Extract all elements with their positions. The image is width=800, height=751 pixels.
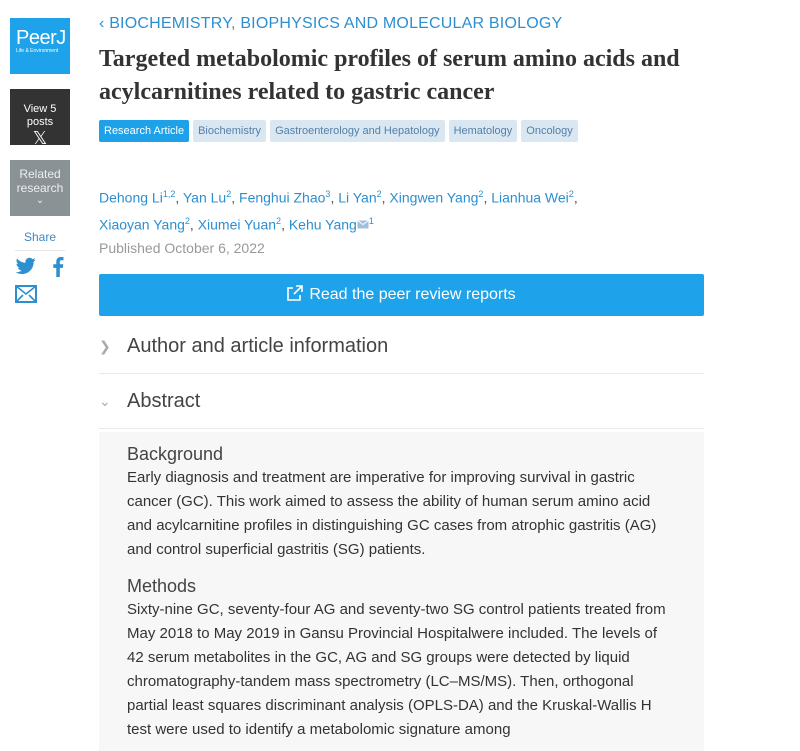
logo-wordmark: PeerJ xyxy=(16,27,66,49)
author-link[interactable]: Dehong Li xyxy=(99,189,163,206)
author-info-toggle[interactable] xyxy=(99,320,704,374)
background-heading: Background xyxy=(127,444,224,464)
tag-oncology[interactable]: Oncology xyxy=(521,120,577,142)
abstract-label: Abstract xyxy=(127,390,201,412)
tag-biochemistry[interactable]: Biochemistry xyxy=(193,120,266,142)
view-posts-button[interactable] xyxy=(10,89,70,148)
author-affiliation: 2 xyxy=(478,189,484,199)
logo-subtitle: Life & Environment xyxy=(16,48,59,54)
left-rail xyxy=(10,18,70,308)
author-affiliation: 2 xyxy=(184,215,190,226)
chevron-right-icon: ❯ xyxy=(99,338,111,354)
author-affiliation: 2 xyxy=(276,215,282,226)
tag-research-article[interactable]: Research Article xyxy=(99,120,189,142)
article-tags xyxy=(99,120,578,142)
chevron-down-icon: ⌄ xyxy=(99,393,111,409)
article-title: Targeted metabolomic profiles of serum amino acids and acylcarnitines related to gastric cancer xyxy=(99,46,680,105)
author-affiliation: 2 xyxy=(376,189,382,199)
subject-label: BIOCHEMISTRY, BIOPHYSICS AND MOLECULAR BIOLOGY xyxy=(109,15,563,32)
methods-heading: Methods xyxy=(127,576,197,596)
author-link[interactable]: Lianhua Wei xyxy=(491,189,569,206)
author-link[interactable]: Kehu Yang xyxy=(288,216,357,233)
author-link[interactable]: Fenghui Zhao xyxy=(239,189,326,206)
read-peer-review-button[interactable] xyxy=(99,274,704,316)
read-peer-review-label: Read the peer review reports xyxy=(309,286,516,303)
tag-gastroenterology[interactable]: Gastroenterology and Hepatology xyxy=(270,120,445,142)
view-posts-label: View 5 posts xyxy=(23,103,57,128)
subject-breadcrumb[interactable]: ‹ BIOCHEMISTRY, BIOPHYSICS AND MOLECULAR BIOLOGY xyxy=(99,15,563,32)
author-info-label: Author and article information xyxy=(127,335,389,357)
author-affiliation: 1,2 xyxy=(162,189,176,199)
twitter-icon[interactable] xyxy=(16,257,36,277)
author-link[interactable]: Xingwen Yang xyxy=(389,189,479,206)
author-affiliation: 2 xyxy=(568,189,574,199)
related-research-label: Related research xyxy=(16,167,64,195)
author-link[interactable]: Xiaoyan Yang xyxy=(99,216,185,233)
author-affiliation: 3 xyxy=(325,189,331,199)
abstract-body xyxy=(99,432,704,751)
published-date: Published October 6, 2022 xyxy=(99,240,265,256)
facebook-icon[interactable] xyxy=(52,257,64,277)
mail-icon[interactable] xyxy=(357,216,369,232)
share-label: Share xyxy=(23,230,57,244)
related-research-button[interactable] xyxy=(10,160,70,216)
author-link[interactable]: Yan Lu xyxy=(182,189,227,206)
peerj-logo[interactable] xyxy=(10,18,70,74)
methods-text: Sixty-nine GC, seventy-four AG and seventy-two SG control patients treated from May 2018 to May 2019 in Gansu Provincial Hospitalwere included. The levels of 42 serum metabolites in the GC, AG and SG groups were detected by liquid chromatography-tandem mass spectrometry (LC–MS/MS). Then, orthogonal partial least squares discriminant analysis (OPLS-DA) and the Kruskal-Wallis H test were used to identify a metabolomic signature among xyxy=(127,601,666,738)
share-icons xyxy=(10,257,70,277)
author-list: Dehong Li$^{1,2}$, Yan Lu$^2$, Fenghui Zhao$^3$, Li Yan$^2$, Xingwen Yang$^2$, Lianhua Wei$^2$, Xiaoyan Yang$^2$, Xiumei Yuan$^2$, Kehu Yang $^1$ xyxy=(99,189,578,233)
abstract-toggle[interactable] xyxy=(99,375,704,429)
share-divider xyxy=(15,250,65,251)
chevron-down-icon: ⌄ xyxy=(35,195,45,206)
author-affiliation: 1 xyxy=(368,215,374,226)
tag-hematology[interactable]: Hematology xyxy=(449,120,518,142)
x-logo-icon: 𝕏 xyxy=(32,128,48,148)
author-link[interactable]: Xiumei Yuan xyxy=(197,216,277,233)
external-link-icon xyxy=(287,285,303,306)
author-link[interactable]: Li Yan xyxy=(338,189,377,206)
author-affiliation: 2 xyxy=(226,189,232,199)
background-text: Early diagnosis and treatment are imperative for improving survival in gastric cancer (GC). This work aimed to assess the ability of human serum amino acid and acylcarnitine profiles in distinguishing GC cases from atrophic gastritis (AG) and control superficial gastritis (SG) patients. xyxy=(127,469,657,558)
email-share-icon[interactable] xyxy=(10,285,70,308)
